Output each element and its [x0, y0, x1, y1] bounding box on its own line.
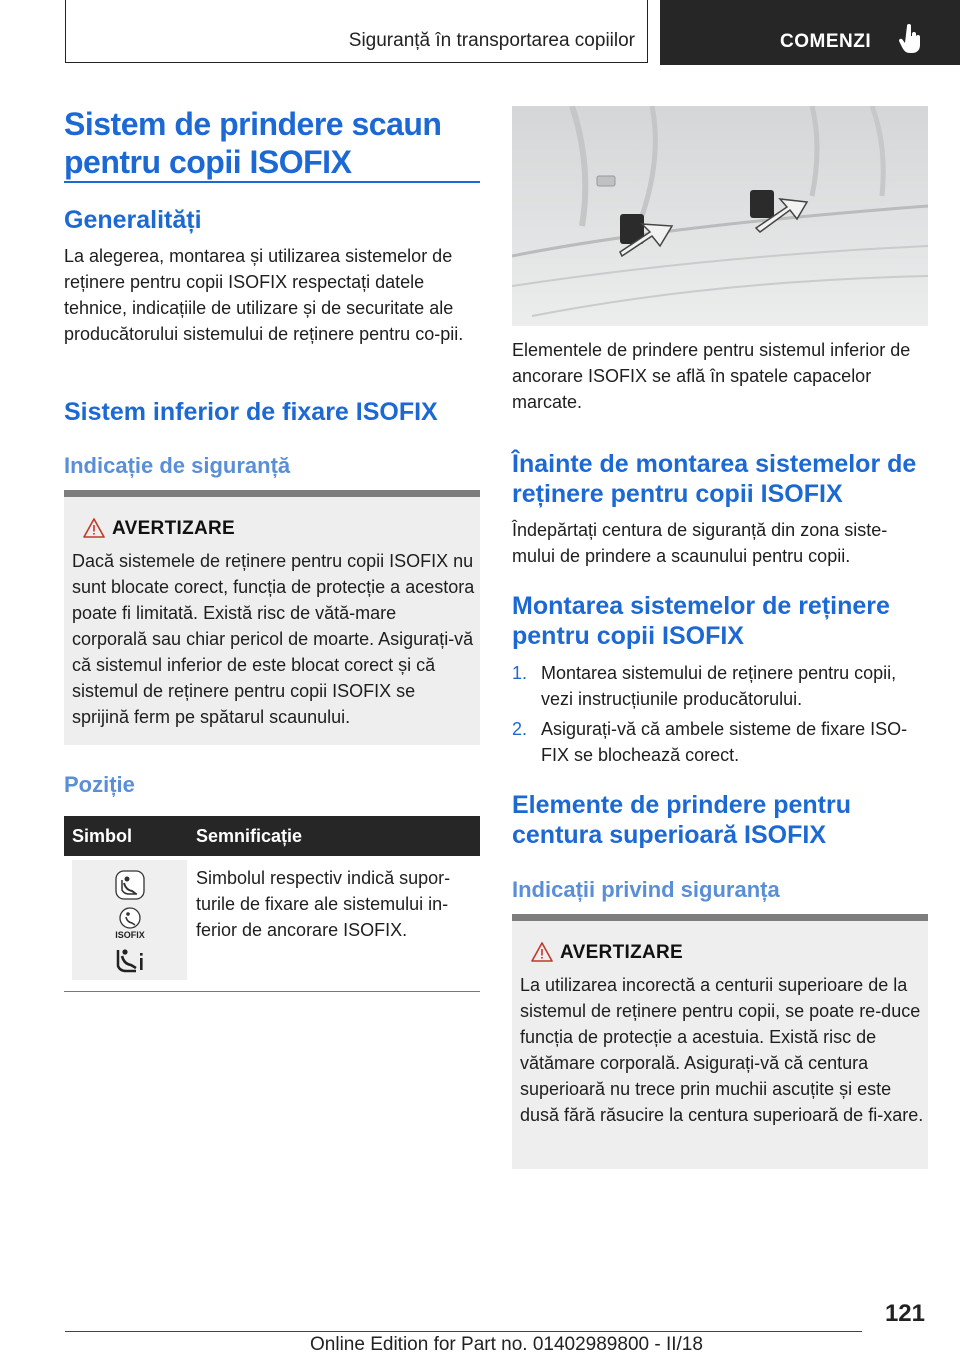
title-underline — [64, 181, 480, 183]
general-paragraph: La alegerea, montarea și utilizarea sistemelor de reținere pentru copii ISOFIX respectați datele tehnice, indicațiile de utilizare și de securitate ale producătorului sistemului de reținere pentru co-pii. — [64, 246, 464, 344]
child-seat-info-icon — [114, 946, 146, 974]
child-seat-icon — [115, 870, 145, 900]
isofix-label: ISOFIX — [115, 930, 145, 940]
warning-triangle-icon — [83, 518, 105, 538]
rear-seat-isofix-anchors-photo — [512, 106, 928, 326]
pointing-hand-icon — [898, 24, 922, 54]
step-number: 2. — [512, 719, 528, 739]
subheading-safety: Indicație de siguranță — [64, 453, 291, 478]
warning-title: AVERTIZARE — [560, 942, 683, 963]
subheading-safety-right: Indicații privind siguranța — [512, 877, 780, 902]
tab-label: COMENZI — [780, 31, 872, 52]
col-meaning: Semnificație — [196, 826, 303, 846]
symbol-meaning: Simbolul respectiv indică supor-turile de fixare ale sistemului in-ferior de ancorare ISOFIX. — [196, 868, 451, 940]
edition-note: Online Edition for Part no. 01402989800 - II/18 — [310, 1334, 703, 1355]
col-symbol: Simbol — [72, 826, 133, 846]
photo-caption: Elementele de prindere pentru sistemul inferior de ancorare ISOFIX se află în spatele capacelor marcate. — [512, 340, 911, 412]
tab-comenzi[interactable] — [660, 0, 960, 65]
footer-rule — [65, 1331, 862, 1332]
warning-text: Dacă sistemele de reținere pentru copii ISOFIX nu sunt blocate corect, funcția de protecție a acestora poate fi limitată. Există risc de vătă-mare corporală sau chiar pericol de moarte. Asigurați-vă că sistemul inferior de este blocat corect și că sistemul de reținere pentru copii ISOFIX se sprijină ferm pe spătarul scaunului. — [72, 551, 475, 727]
child-seat-isofix-icon — [119, 907, 141, 929]
heading-before-mounting: Înainte de montarea sistemelor de reținere pentru copii ISOFIX — [512, 450, 917, 508]
warning-box-right — [512, 914, 928, 1169]
warning-triangle-icon — [531, 942, 553, 962]
page-number: 121 — [884, 1300, 925, 1327]
symbol-cell — [72, 860, 187, 980]
step-text: Asigurați-vă că ambele sisteme de fixare ISO-FIX se blochează corect. — [541, 719, 908, 765]
warning-title: AVERTIZARE — [112, 518, 235, 539]
heading-upper-tether: Elemente de prindere pentru centura superioară ISOFIX — [512, 791, 851, 849]
step-text: Montarea sistemului de reținere pentru copii, vezi instrucțiunile producătorului. — [541, 663, 897, 709]
section-title: Siguranță în transportarea copiilor — [348, 30, 635, 51]
page-title: Sistem de prindere scaun pentru copii ISOFIX — [64, 106, 442, 180]
before-paragraph: Îndepărtați centura de siguranță din zona siste-mului de prindere a scaunului pentru copii. — [512, 520, 888, 566]
heading-mounting: Montarea sistemelor de reținere pentru copii ISOFIX — [512, 592, 890, 650]
subheading-position: Poziție — [64, 772, 135, 797]
heading-generalitati: Generalități — [64, 206, 202, 234]
table-bottom-rule — [64, 991, 480, 992]
warning-text: La utilizarea incorectă a centurii superioare de la sistemul de reținere pentru copii, se poate re-duce funcția de protecție a acestuia. Există risc de vătămare corporală. Asigurați-vă că centura superioară nu trece prin muchii ascuțite și este dusă fără răsucire la centura superioară de fi-xare. — [520, 975, 924, 1125]
step-number: 1. — [512, 663, 528, 683]
heading-lower-isofix: Sistem inferior de fixare ISOFIX — [64, 398, 438, 426]
table-header — [64, 816, 480, 856]
warning-bar — [512, 914, 928, 921]
warning-box — [64, 490, 480, 745]
warning-bar — [64, 490, 480, 497]
